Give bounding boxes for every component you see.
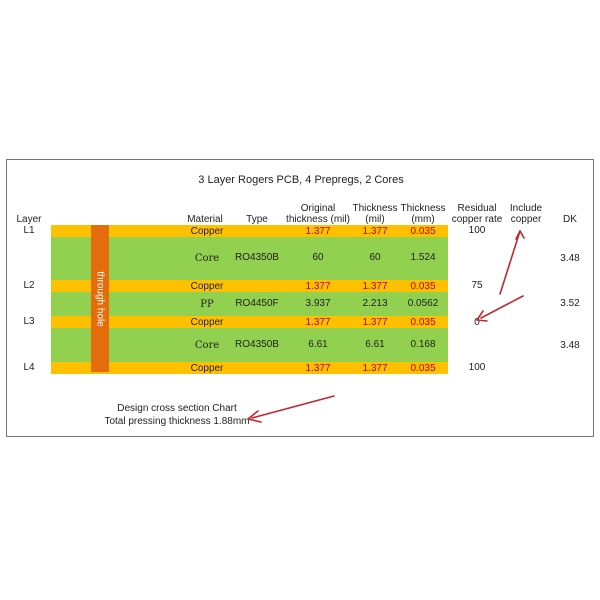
header-include-2: copper [510,214,542,225]
row-original-thickness: 3.937 [305,298,331,309]
header-layer: Layer [16,214,42,225]
header-original-2: thickness (mil) [286,214,350,225]
header-thickness-mil-2: (mil) [365,214,385,225]
through-hole-label: through hole [94,270,106,327]
row-thickness-mil: 60 [369,252,381,263]
row-thickness-mil: 1.377 [362,317,388,328]
row-residual-l2: 75 [471,280,483,291]
header-type: Type [246,214,268,225]
header-include-1: Include [509,203,543,214]
caption-line-1: Design cross section Chart [117,403,237,414]
row-thickness-mil: 6.61 [365,339,385,350]
row-material: Copper [190,317,224,328]
stackup-panel [6,159,594,437]
layer-label-l3: L3 [23,316,35,327]
row-residual-l1: 100 [468,225,486,236]
row-original-thickness: 60 [312,252,324,263]
header-thickness-mm-1: Thickness [400,203,446,214]
row-thickness-mil: 1.377 [362,363,388,374]
arrow-include-copper-up-head [516,231,524,239]
layer-label-l4: L4 [23,362,35,373]
row-type: RO4350B [235,252,279,263]
header-dk: DK [563,214,577,225]
arrow-to-caption [252,396,334,418]
header-material: Material [187,214,223,225]
header-residual-1: Residual [457,203,497,214]
row-original-thickness: 6.61 [308,339,328,350]
diagram-title: 3 Layer Rogers PCB, 4 Prepregs, 2 Cores [198,174,404,186]
header-thickness-mm-2: (mm) [411,214,435,225]
arrow-to-l3-residual [481,296,523,318]
layer-label-l2: L2 [23,280,35,291]
row-material: Copper [190,281,224,292]
row-dk-core-1: 3.48 [560,253,580,264]
header-thickness-mil-1: Thickness [352,203,398,214]
row-thickness-mm: 0.168 [410,339,436,350]
row-original-thickness: 1.377 [305,363,331,374]
annotation-arrows [7,160,595,438]
row-thickness-mm: 0.0562 [407,298,439,309]
row-thickness-mm: 0.035 [410,281,436,292]
row-thickness-mil: 1.377 [362,226,388,237]
row-original-thickness: 1.377 [305,281,331,292]
row-original-thickness: 1.377 [305,226,331,237]
row-dk-prepreg: 3.52 [560,298,580,309]
layer-label-l1: L1 [23,225,35,236]
caption-line-2: Total pressing thickness 1.88mm [104,416,250,427]
row-thickness-mil: 2.213 [362,298,388,309]
row-material: Copper [190,363,224,374]
row-material: Core [194,253,220,264]
row-material: Core [194,340,220,351]
arrow-include-copper-up [500,231,520,294]
row-material: Copper [190,226,224,237]
row-type: RO4350B [235,339,279,350]
row-thickness-mm: 0.035 [410,226,436,237]
row-thickness-mil: 1.377 [362,281,388,292]
row-residual-l3: 0 [474,317,480,328]
row-residual-l4: 100 [468,362,486,373]
row-thickness-mm: 1.524 [410,252,436,263]
row-thickness-mm: 0.035 [410,317,436,328]
header-original-1: Original [300,203,336,214]
row-dk-core-2: 3.48 [560,340,580,351]
row-thickness-mm: 0.035 [410,363,436,374]
row-original-thickness: 1.377 [305,317,331,328]
row-type: RO4450F [235,298,279,309]
header-residual-2: copper rate [451,214,503,225]
row-material: PP [200,299,214,310]
